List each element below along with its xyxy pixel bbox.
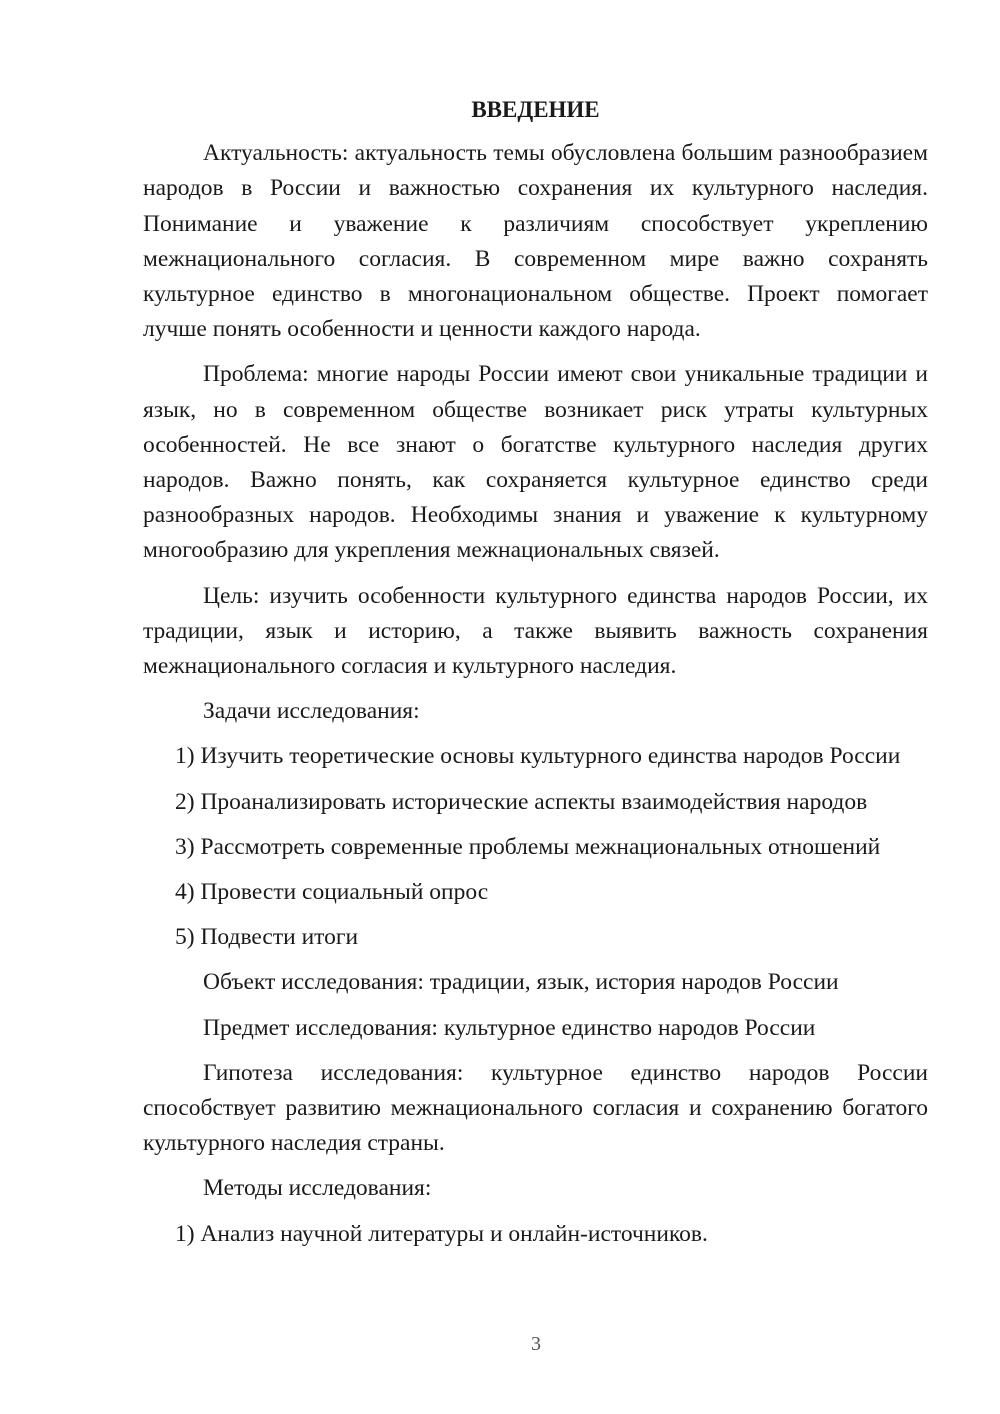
- goal-paragraph: Цель: изучить особенности культурного единства народов России, их традиции, язык и историю, а также выявить важность сохранения межнационального согласия и культурного наследия.: [143, 582, 928, 680]
- task-item-4: 4) Провести социальный опрос: [175, 879, 489, 906]
- task-item-1: 1) Изучить теоретические основы культурного единства народов России: [175, 743, 901, 770]
- section-heading: ВВЕДЕНИЕ: [471, 97, 600, 122]
- page-number: 3: [531, 1333, 541, 1355]
- page-content: [143, 92, 928, 1262]
- task-item-2: 2) Проанализировать исторические аспекты взаимодействия народов: [175, 788, 868, 815]
- task-item-5: 5) Подвести итоги: [175, 924, 359, 951]
- relevance-paragraph: Актуальность: актуальность темы обусловлена большим разнообразием народов в России и важностью сохранения их культурного наследия. Понимание и уважение к различиям способствует укреплению межнационального согласия. В современном мире важно сохранять культурное единство в многонациональном обществе. Проект помогает лучше понять особенности и ценности каждого народа.: [143, 140, 928, 343]
- subject-paragraph: Предмет исследования: культурное единство народов России: [203, 1014, 816, 1041]
- task-item-3: 3) Рассмотреть современные проблемы межнациональных отношений: [175, 833, 881, 860]
- methods-title: Методы исследования:: [203, 1175, 432, 1202]
- object-paragraph: Объект исследования: традиции, язык, история народов России: [203, 969, 839, 996]
- problem-paragraph: Проблема: многие народы России имеют свои уникальные традиции и язык, но в современном обществе возникает риск утраты культурных особенностей. Не все знают о богатстве культурного наследия других народов. Важно понять, как сохраняется культурное единство среди разнообразных народов. Необходимы знания и уважение к культурному многообразию для укрепления межнациональных связей.: [143, 361, 928, 564]
- tasks-title: Задачи исследования:: [203, 698, 420, 725]
- method-item-1: 1) Анализ научной литературы и онлайн-источников.: [175, 1220, 708, 1247]
- hypothesis-paragraph: Гипотеза исследования: культурное единство народов России способствует развитию межнационального согласия и сохранению богатого культурного наследия страны.: [143, 1059, 928, 1157]
